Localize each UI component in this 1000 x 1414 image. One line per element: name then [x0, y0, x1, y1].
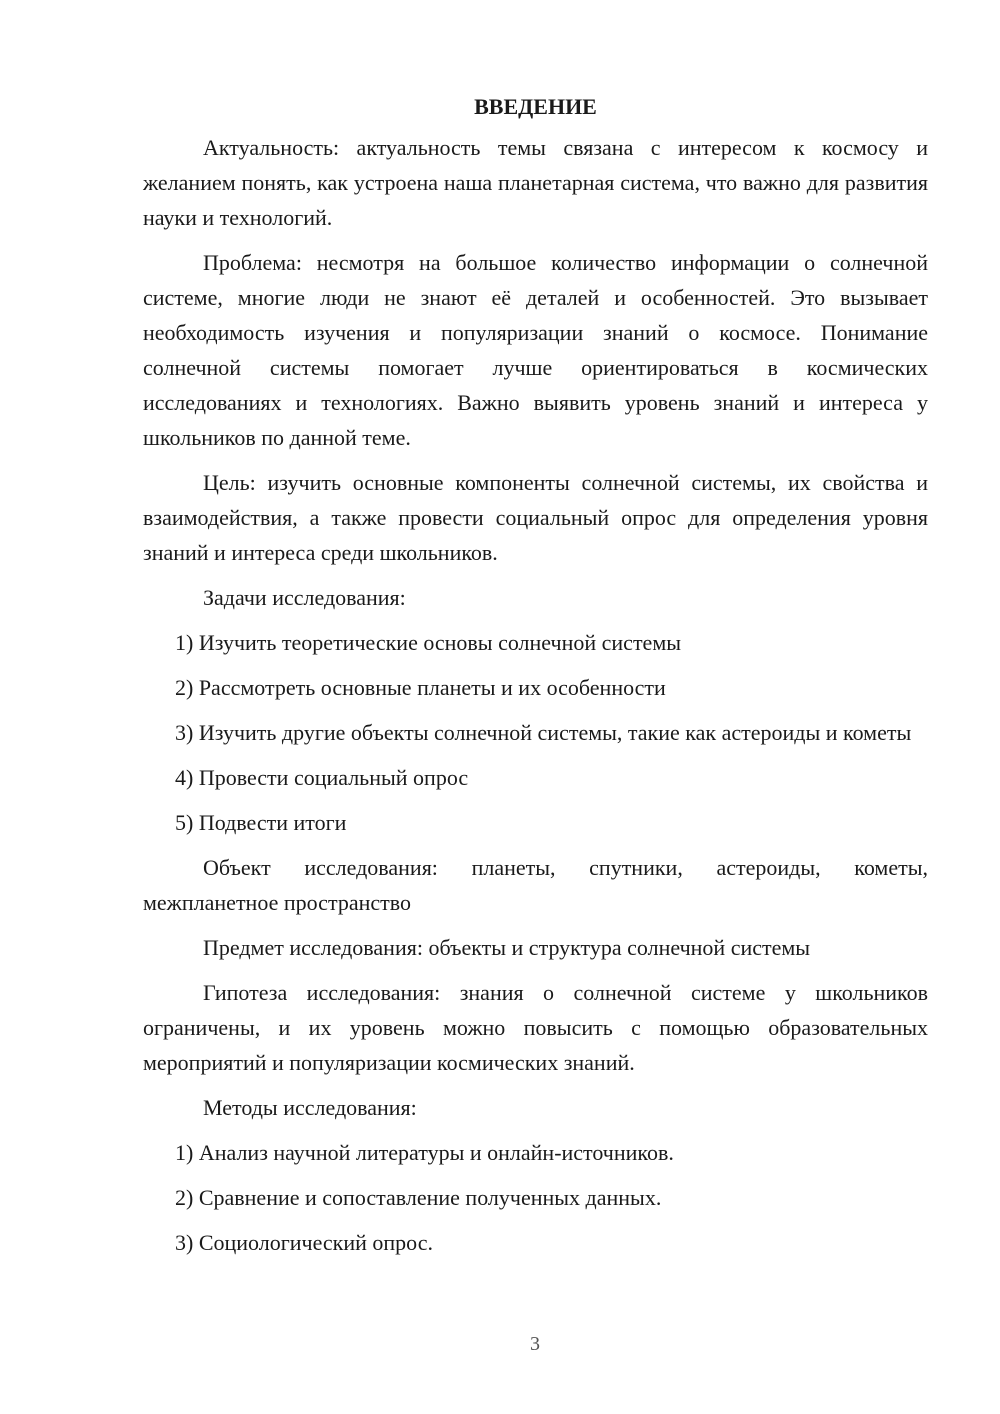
tasks-heading: Задачи исследования: [203, 585, 406, 610]
subject-paragraph: Предмет исследования: объекты и структура солнечной системы [203, 935, 811, 960]
object-paragraph: Объект исследования: планеты, спутники, астероиды, кометы, межпланетное пространство [143, 855, 928, 915]
goal-paragraph: Цель: изучить основные компоненты солнечной системы, их свойства и взаимодействия, а также провести социальный опрос для определения уровня знаний и интереса среди школьников. [143, 470, 928, 565]
problem-paragraph: Проблема: несмотря на большое количество информации о солнечной системе, многие люди не знают её деталей и особенностей. Это вызывает необходимость изучения и популяризации знаний о космосе. Понимание солнечной системы помогает лучше ориентироваться в космических исследованиях и технологиях. Важно выявить уровень знаний и интереса у школьников по данной теме. [143, 250, 928, 450]
hypothesis-paragraph: Гипотеза исследования: знания о солнечной системе у школьников ограничены, и их уровень можно повысить с помощью образовательных мероприятий и популяризации космических знаний. [143, 980, 928, 1075]
task-item-4: 4) Провести социальный опрос [175, 765, 469, 790]
task-item-3: 3) Изучить другие объекты солнечной системы, такие как астероиды и кометы [175, 720, 912, 745]
relevance-paragraph: Актуальность: актуальность темы связана с интересом к космосу и желанием понять, как устроена наша планетарная система, что важно для развития науки и технологий. [143, 135, 928, 230]
task-item-5: 5) Подвести итоги [175, 810, 347, 835]
method-item-1: 1) Анализ научной литературы и онлайн-источников. [175, 1140, 674, 1165]
task-item-1: 1) Изучить теоретические основы солнечной системы [175, 630, 682, 655]
task-item-2: 2) Рассмотреть основные планеты и их особенности [175, 675, 666, 700]
method-item-2: 2) Сравнение и сопоставление полученных данных. [175, 1185, 662, 1210]
method-item-3: 3) Социологический опрос. [175, 1230, 433, 1255]
section-title: ВВЕДЕНИЕ [474, 94, 597, 119]
methods-heading: Методы исследования: [203, 1095, 417, 1120]
page-number: 3 [530, 1333, 540, 1355]
document-page [143, 92, 928, 1260]
